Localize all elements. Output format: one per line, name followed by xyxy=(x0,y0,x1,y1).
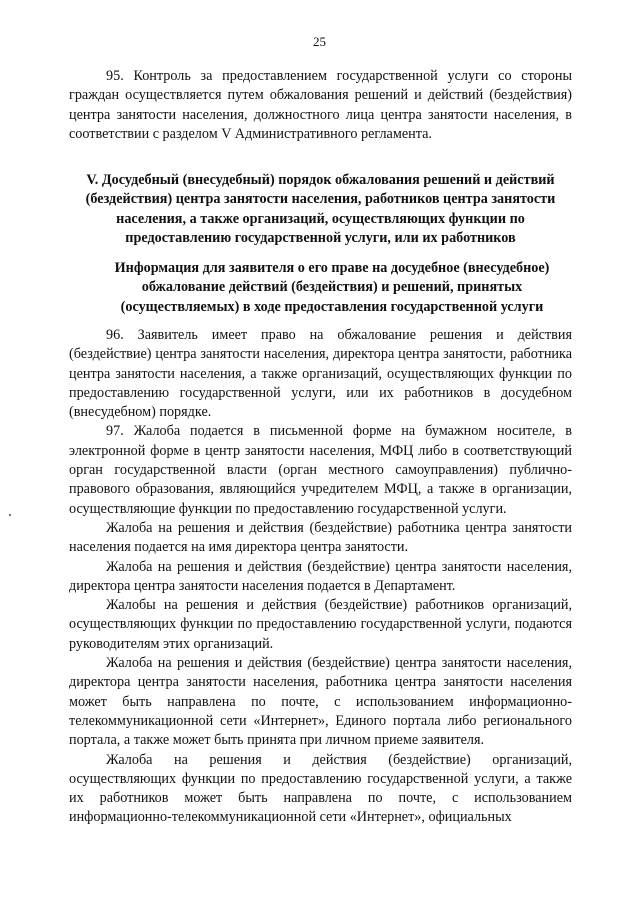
paragraph-95-block xyxy=(69,67,572,144)
paragraph-complaint-worker: Жалоба на решения и действия (бездействие) работника центра занятости населения подается на имя директора центра занятости. xyxy=(69,519,572,556)
paragraph-complaint-channels: Жалоба на решения и действия (бездействие) центра занятости населения, директора центра занятости населения, работника центра занятости населения может быть направлена по почте, с использованием информационно-телекоммуникационной сети «Интернет», Единого портала либо регионального портала, а также может быть принята при личном приеме заявителя. xyxy=(69,655,572,749)
paragraph-95: 95. Контроль за предоставлением государственной услуги со стороны граждан осуществляется путем обжалования решений и действий (бездействия) центра занятости населения, должностного лица центра занятости населения, в соответствии с разделом V Административного регламента. xyxy=(69,68,572,142)
paragraph-complaint-director: Жалоба на решения и действия (бездействие) центра занятости населения, директора центра занятости населения подается в Департамент. xyxy=(69,558,572,594)
paragraph-complaint-organizations: Жалобы на решения и действия (бездействие) работников организаций, осуществляющих функции по предоставлению государственной услуги, подаются руководителям этих организаций. xyxy=(69,597,572,652)
section-heading: V. Досудебный (внесудебный) порядок обжалования решений и действий (бездействия) центра занятости населения, работников центра занятости населения, а также организаций, осуществляющих функции по предоставлению государственной услуги, или их работников xyxy=(85,172,556,246)
page-number: 25 xyxy=(313,34,326,49)
paragraph-96: 96. Заявитель имеет право на обжалование решения и действия (бездействие) центра занятости населения, директора центра занятости, работника центра занятости населения, а также организаций, осуществляющих функции по предоставлению государственной услуги, или их работников в досудебном (внесудебном) порядке. xyxy=(69,327,572,421)
paragraph-97: 97. Жалоба подается в письменной форме на бумажном носителе, в электронной форме в центр занятости населения, МФЦ либо в соответствующий орган государственной власти (орган местного самоуправления) публично-правового образования, являющийся учредителем МФЦ, а также в организации, осуществляющие функции по предоставлению государственной услуги. xyxy=(69,423,572,517)
sub-heading: Информация для заявителя о его праве на досудебное (внесудебное) обжалование действий (бездействия) и решений, принятых (осуществляемых) в ходе предоставления государственной услуги xyxy=(114,260,550,315)
paragraph-complaint-org-channels: Жалоба на решения и действия (бездействие) организаций, осуществляющих функции по предоставлению государственной услуги, а также их работников может быть направлена по почте, с использованием информационно-телекоммуникационной сети «Интернет», официальных xyxy=(69,751,572,826)
body-text xyxy=(69,326,572,828)
scan-speck xyxy=(9,514,11,516)
